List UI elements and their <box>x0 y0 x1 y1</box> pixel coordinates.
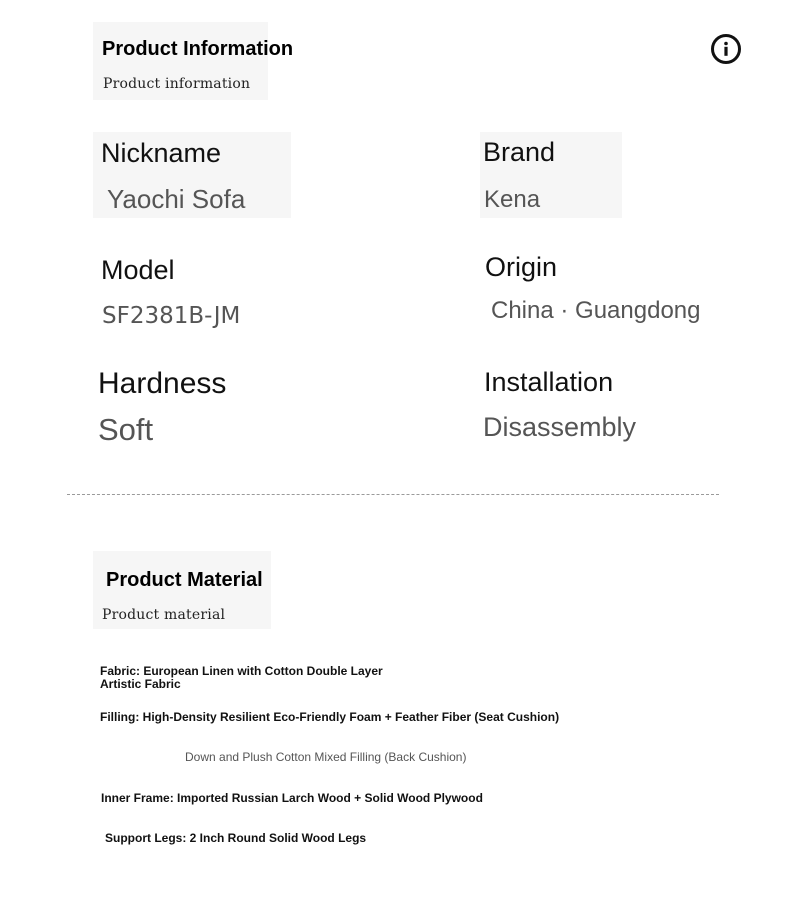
nickname-label: Nickname <box>101 138 222 168</box>
hardness-value: Soft <box>98 412 154 447</box>
info-icon-glyph <box>714 37 738 61</box>
inner-frame-line: Inner Frame: Imported Russian Larch Wood + Solid Wood Plywood <box>101 791 483 805</box>
fabric-line-2: Artistic Fabric <box>100 677 181 691</box>
material-section-subtitle: Product material <box>102 607 226 623</box>
section-divider <box>67 494 719 495</box>
installation-label: Installation <box>484 367 614 397</box>
brand-label: Brand <box>483 137 556 167</box>
hardness-label: Hardness <box>98 367 227 400</box>
material-section-title: Product Material <box>106 569 263 591</box>
info-section-subtitle: Product information <box>103 76 251 92</box>
nickname-value: Yaochi Sofa <box>107 184 246 214</box>
installation-value: Disassembly <box>483 412 637 442</box>
filling-back-line: Down and Plush Cotton Mixed Filling (Back Cushion) <box>185 750 467 764</box>
brand-value: Kena <box>484 186 541 213</box>
origin-label: Origin <box>485 252 558 282</box>
model-value: SF2381B-JM <box>102 303 241 329</box>
fabric-line-1: Fabric: European Linen with Cotton Double Layer <box>100 664 383 678</box>
info-section-title: Product Information <box>102 38 294 60</box>
model-label: Model <box>101 255 175 285</box>
origin-value: China · Guangdong <box>491 297 701 324</box>
info-icon[interactable] <box>711 34 741 64</box>
support-legs-line: Support Legs: 2 Inch Round Solid Wood Legs <box>105 831 367 845</box>
filling-seat-line: Filling: High-Density Resilient Eco-Friendly Foam + Feather Fiber (Seat Cushion) <box>100 710 560 724</box>
